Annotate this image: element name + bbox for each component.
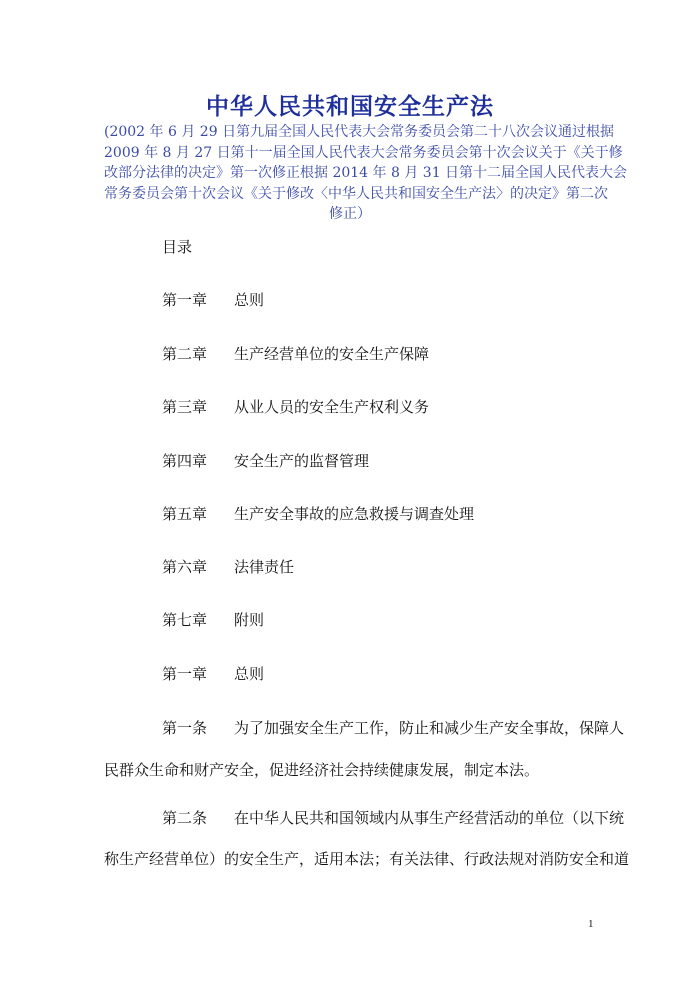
- subtitle-line: 常务委员会第十次会议《关于修改〈中华人民共和国安全生产法〉的决定》第二次: [104, 185, 608, 202]
- subtitle-line: 改部分法律的决定》第一次修正根据 2014 年 8 月 31 日第十二届全国人民代表大会: [104, 165, 628, 181]
- chapter-heading: [162, 664, 264, 684]
- page-number: 1: [588, 918, 594, 930]
- toc-item: [162, 344, 429, 364]
- toc-item: [162, 397, 429, 417]
- chapter-number: 第一章: [162, 665, 208, 683]
- document-subtitle: [104, 122, 628, 225]
- subtitle-line: 修正）: [329, 206, 371, 222]
- document-title: 中华人民共和国安全生产法: [206, 93, 494, 120]
- toc-chapter-name: 生产经营单位的安全生产保障: [234, 345, 430, 363]
- toc-chapter-number: 第七章: [162, 611, 208, 629]
- toc-item: [162, 504, 474, 524]
- toc-item: [162, 451, 369, 471]
- subtitle-line: 2009 年 8 月 27 日第十一届全国人民代表大会常务委员会第十次会议关于《关于修: [104, 144, 623, 161]
- toc-chapter-name: 从业人员的安全生产权利义务: [234, 398, 430, 416]
- toc-chapter-number: 第二章: [162, 345, 208, 363]
- article-text-line: 为了加强安全生产工作，防止和减少生产安全事故，保障人: [234, 719, 625, 737]
- article-text-line: 在中华人民共和国领域内从事生产经营活动的单位（以下统: [234, 809, 625, 827]
- toc-chapter-name: 生产安全事故的应急救援与调查处理: [234, 505, 475, 523]
- toc-chapter-name: 安全生产的监督管理: [234, 452, 370, 470]
- article-text-line: 民群众生命和财产安全，促进经济社会持续健康发展，制定本法。: [104, 761, 540, 779]
- toc-chapter-number: 第一章: [162, 291, 208, 309]
- toc-item: [162, 290, 264, 310]
- article-label: 第一条: [162, 719, 208, 737]
- toc-chapter-number: 第六章: [162, 558, 208, 576]
- toc-heading: 目录: [162, 238, 193, 256]
- toc-item: [162, 557, 294, 577]
- subtitle-line: (2002 年 6 月 29 日第九届全国人民代表大会常务委员会第二十八次会议通过根据: [104, 124, 615, 140]
- toc-chapter-number: 第三章: [162, 398, 208, 416]
- article-label: 第二条: [162, 809, 208, 827]
- toc-chapter-name: 法律责任: [234, 558, 295, 576]
- article-text-line: 称生产经营单位）的安全生产，适用本法；有关法律、行政法规对消防安全和道: [104, 850, 630, 868]
- toc-chapter-name: 附则: [234, 611, 265, 629]
- chapter-name: 总则: [234, 665, 265, 683]
- toc-chapter-number: 第四章: [162, 452, 208, 470]
- toc-item: [162, 610, 264, 630]
- toc-chapter-name: 总则: [234, 291, 265, 309]
- toc-chapter-number: 第五章: [162, 505, 208, 523]
